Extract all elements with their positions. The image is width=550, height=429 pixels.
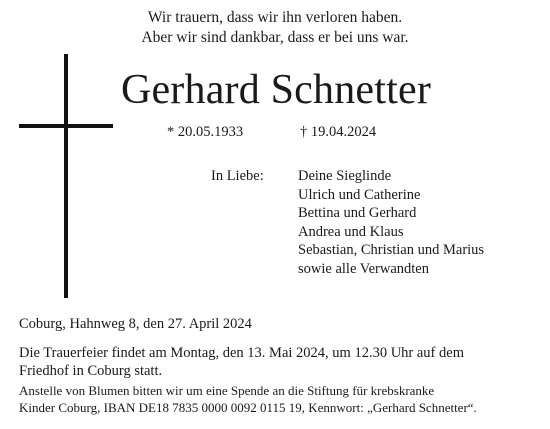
donation-info xyxy=(19,383,544,416)
funeral-info-line-1: Die Trauerfeier findet am Montag, den 13. Mai 2024, um 12.30 Uhr auf dem xyxy=(19,345,464,361)
mourner-name: Andrea und Klaus xyxy=(298,223,404,240)
place-and-date: Coburg, Hahnweg 8, den 27. April 2024 xyxy=(19,316,252,332)
donation-info-line-1: Anstelle von Blumen bitten wir um eine Spende an die Stiftung für krebskranke xyxy=(19,383,435,398)
death-date: † 19.04.2024 xyxy=(300,124,377,140)
mourners-label: In Liebe: xyxy=(211,168,264,184)
mourner-name: Sebastian, Christian und Marius xyxy=(298,242,485,258)
cross-horizontal-beam xyxy=(19,124,113,128)
mourner-name: Ulrich und Catherine xyxy=(298,186,421,203)
deceased-name-heading xyxy=(0,63,550,117)
donation-info-line-2: Kinder Coburg, IBAN DE18 7835 0000 0092 0115 19, Kennwort: „Gerhard Schnetter“. xyxy=(19,399,477,415)
funeral-info xyxy=(19,344,539,380)
quote-line-2: Aber wir sind dankbar, dass er bei uns war. xyxy=(141,29,409,46)
mourners-list xyxy=(298,167,484,278)
funeral-info-line-2: Friedhof in Coburg statt. xyxy=(19,363,163,379)
mourner-name: Deine Sieglinde xyxy=(298,168,392,184)
mourner-name: Bettina und Gerhard xyxy=(298,205,417,221)
mourner-name: sowie alle Verwandten xyxy=(298,260,429,277)
quote-line-1: Wir trauern, dass wir ihn verloren haben. xyxy=(147,9,403,26)
deceased-name: Gerhard Schnetter xyxy=(120,67,432,113)
birth-date: * 20.05.1933 xyxy=(167,124,244,140)
